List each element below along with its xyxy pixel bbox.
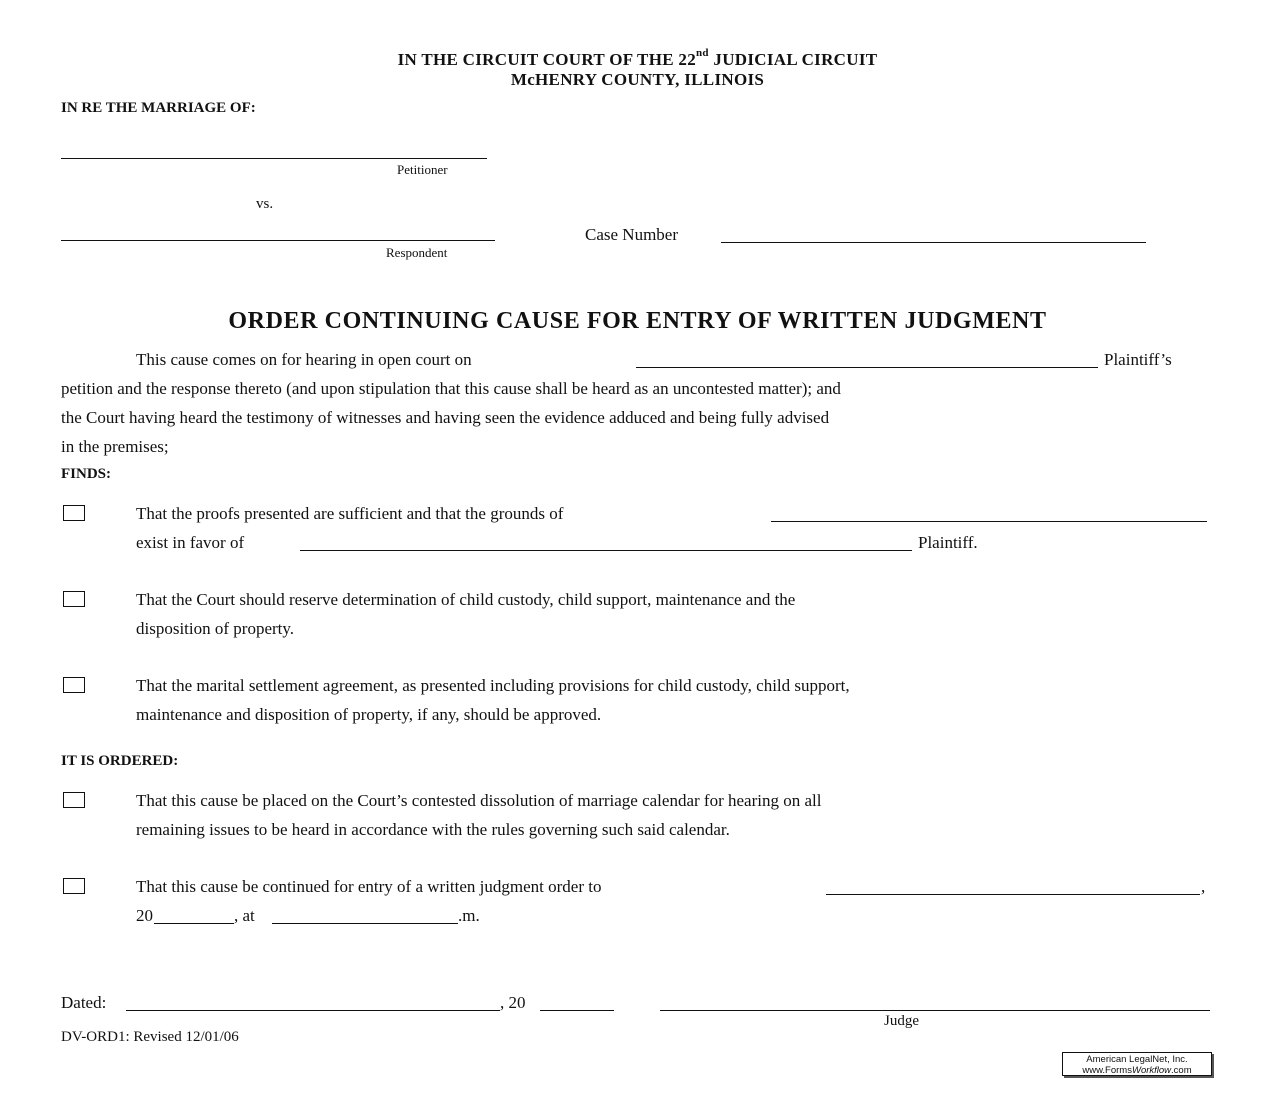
finds-item-2-line-2: disposition of property. [136, 619, 295, 638]
ordered-checkbox-2[interactable] [63, 878, 85, 894]
finds-checkbox-2[interactable] [63, 591, 85, 607]
intro-line-2: petition and the response thereto (and upon stipulation that this cause shall be heard as an uncontested matter); and [61, 379, 841, 398]
dated-year-field[interactable] [540, 1010, 614, 1011]
intro-line-1: This cause comes on for hearing in open court on [136, 350, 472, 369]
respondent-name-field[interactable] [61, 240, 495, 241]
court-line-a: IN THE CIRCUIT COURT OF THE 22 [397, 50, 697, 69]
judgment-time-field[interactable] [272, 923, 458, 924]
favor-of-field[interactable] [300, 550, 912, 551]
dated-field[interactable] [126, 1010, 500, 1011]
finds-item-3-line-2: maintenance and disposition of property, if any, should be approved. [136, 705, 602, 724]
form-id: DV-ORD1: Revised 12/01/06 [61, 1029, 239, 1045]
ordered-item-2-year-prefix: 20 [136, 906, 153, 925]
finds-item-1-line-1: That the proofs presented are sufficient and that the grounds of [136, 504, 564, 523]
finds-item-1-line-2: exist in favor of [136, 533, 245, 552]
case-number-field[interactable] [721, 242, 1146, 243]
ordered-item-1-line-2: remaining issues to be heard in accordance with the rules governing such said calendar. [136, 820, 730, 839]
intro-plaintiffs-label: Plaintiff’s [1104, 350, 1172, 369]
finds-heading: FINDS: [61, 466, 112, 482]
court-ordinal-suffix: nd [696, 47, 709, 59]
finds-item-3-line-1: That the marital settlement agreement, as presented including provisions for child custody, child support, [136, 676, 850, 695]
intro-line-4: in the premises; [61, 437, 169, 456]
finds-item-1-plaintiff: Plaintiff. [918, 533, 978, 552]
publisher-line-2: www.FormsWorkflow.com [1082, 1065, 1192, 1076]
publisher-line-1: American LegalNet, Inc. [1086, 1054, 1188, 1065]
judge-label: Judge [884, 1013, 919, 1029]
finds-item-2-line-1: That the Court should reserve determination of child custody, child support, maintenance and the [136, 590, 796, 609]
judgment-date-field[interactable] [826, 894, 1200, 895]
judge-signature-field[interactable] [660, 1010, 1210, 1011]
ordered-item-2-line-1: That this cause be continued for entry of a written judgment order to [136, 877, 602, 896]
court-line-b: JUDICIAL CIRCUIT [708, 50, 878, 69]
dated-label: Dated: [61, 993, 107, 1012]
ordered-item-1-line-1: That this cause be placed on the Court’s contested dissolution of marriage calendar for hearing on all [136, 791, 822, 810]
court-title [0, 47, 1275, 70]
in-re-label: IN RE THE MARRIAGE OF: [61, 100, 256, 116]
publisher-badge [1062, 1052, 1212, 1076]
petitioner-name-field[interactable] [61, 158, 487, 159]
petitioner-label: Petitioner [397, 162, 448, 177]
finds-checkbox-3[interactable] [63, 677, 85, 693]
ordered-heading: IT IS ORDERED: [61, 753, 179, 769]
dated-year-prefix: , 20 [500, 993, 526, 1012]
ordered-item-2-meridiem: .m. [458, 906, 480, 925]
respondent-label: Respondent [386, 245, 448, 260]
finds-checkbox-1[interactable] [63, 505, 85, 521]
ordered-checkbox-1[interactable] [63, 792, 85, 808]
county-title: McHENRY COUNTY, ILLINOIS [510, 70, 765, 89]
judgment-year-field[interactable] [154, 923, 234, 924]
versus-label: vs. [256, 196, 274, 212]
case-number-label: Case Number [585, 225, 679, 244]
hearing-date-field[interactable] [636, 367, 1098, 368]
document-title: ORDER CONTINUING CAUSE FOR ENTRY OF WRITTEN JUDGMENT [228, 308, 1047, 334]
grounds-field[interactable] [771, 521, 1207, 522]
intro-line-3: the Court having heard the testimony of witnesses and having seen the evidence adduced and being fully advised [61, 408, 830, 427]
ordered-item-2-at: , at [234, 906, 255, 925]
ordered-item-2-comma: , [1201, 877, 1206, 896]
